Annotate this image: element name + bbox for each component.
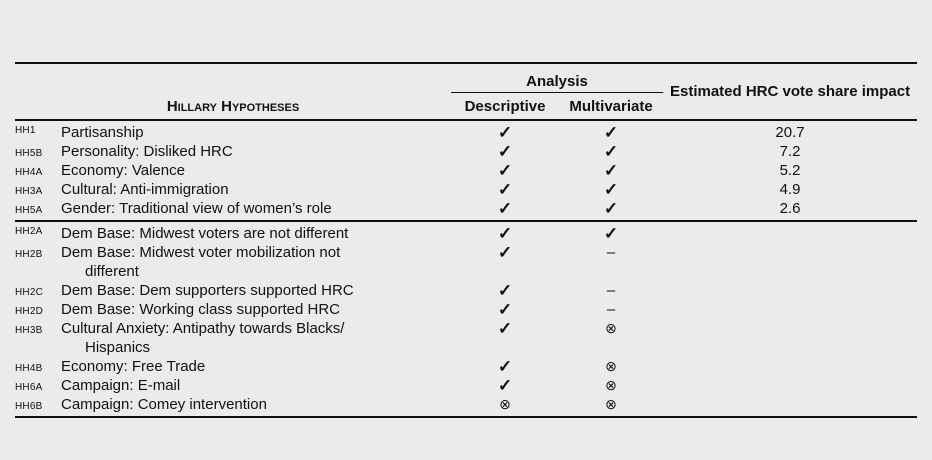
impact-header: Estimated HRC vote share impact <box>669 83 911 100</box>
hypothesis-code: HH2C <box>15 287 44 298</box>
impact-value <box>663 281 917 300</box>
impact-value: 4.9 <box>779 181 801 198</box>
multivariate-mark: ✓ <box>603 142 619 161</box>
descriptive-mark: ✓ <box>497 376 513 395</box>
other-hypotheses-group <box>15 221 917 417</box>
descriptive-mark: ✓ <box>497 224 513 243</box>
multivariate-header: Multivariate <box>559 93 663 121</box>
hypothesis-label-text: Economy: Free Trade <box>61 358 206 375</box>
table-row <box>15 243 917 281</box>
table-row <box>15 300 917 319</box>
descriptive-mark: ⊗ <box>499 396 511 412</box>
hypothesis-code: HH5A <box>15 205 43 216</box>
multivariate-mark: ⊗ <box>605 396 617 412</box>
hypothesis-label-text: Cultural Anxiety: Antipathy towards Blacks/ <box>61 320 345 337</box>
hypotheses-table <box>15 62 917 418</box>
hypothesis-code: HH3B <box>15 325 43 336</box>
multivariate-mark: ⊗ <box>605 377 617 393</box>
table-row <box>15 376 917 395</box>
hypothesis-code: HH4A <box>15 167 43 178</box>
tested-hypotheses-group <box>15 120 917 221</box>
descriptive-mark: ✓ <box>497 180 513 199</box>
multivariate-mark: ✓ <box>603 199 619 218</box>
hypothesis-label <box>61 221 451 243</box>
hypothesis-code: HH2B <box>15 249 43 260</box>
hypothesis-label <box>61 300 451 319</box>
analysis-header <box>451 63 663 93</box>
hypothesis-label-continuation: different <box>85 263 139 280</box>
multivariate-mark: ✓ <box>603 224 619 243</box>
descriptive-header: Descriptive <box>451 93 559 121</box>
hypothesis-label-text: Campaign: Comey intervention <box>61 396 267 413</box>
descriptive-mark: ✓ <box>497 123 513 142</box>
hypothesis-code: HH2D <box>15 306 44 317</box>
impact-value <box>663 395 917 417</box>
hypothesis-label-text: Dem Base: Working class supported HRC <box>61 301 340 318</box>
multivariate-mark: – <box>606 301 616 318</box>
impact-value <box>663 300 917 319</box>
table-row <box>15 221 917 243</box>
analysis-label: Analysis <box>526 72 588 90</box>
descriptive-mark: ✓ <box>497 319 513 338</box>
hypothesis-label <box>61 357 451 376</box>
hypothesis-code: HH6B <box>15 401 43 412</box>
hypothesis-label-text: Dem Base: Midwest voter mobilization not <box>61 244 341 261</box>
descriptive-mark: ✓ <box>497 357 513 376</box>
hypothesis-code: HH1 <box>15 125 36 136</box>
hypothesis-label <box>61 376 451 395</box>
table-row <box>15 199 917 221</box>
multivariate-mark: – <box>606 244 616 261</box>
table-row <box>15 395 917 417</box>
table-row <box>15 357 917 376</box>
impact-value <box>663 376 917 395</box>
hypothesis-label <box>61 281 451 300</box>
hypothesis-code: HH3A <box>15 186 43 197</box>
hypothesis-code: HH4B <box>15 363 43 374</box>
hypothesis-label-text: Gender: Traditional view of women’s role <box>61 200 332 217</box>
table-row <box>15 161 917 180</box>
hypothesis-label <box>61 395 451 417</box>
hypothesis-label <box>61 180 451 199</box>
descriptive-mark: ✓ <box>497 243 513 262</box>
impact-value <box>663 357 917 376</box>
impact-value: 7.2 <box>779 143 801 160</box>
multivariate-mark: – <box>606 282 616 299</box>
impact-value: 5.2 <box>779 162 801 179</box>
hypothesis-label-text: Partisanship <box>61 124 144 141</box>
table-row <box>15 281 917 300</box>
hypothesis-label <box>61 142 451 161</box>
hypothesis-label-text: Dem Base: Midwest voters are not different <box>61 225 349 242</box>
descriptive-mark: ✓ <box>497 300 513 319</box>
hypothesis-code: HH2A <box>15 226 43 237</box>
table-row <box>15 120 917 142</box>
hypothesis-label-text: Personality: Disliked HRC <box>61 143 233 160</box>
hypothesis-label <box>61 120 451 142</box>
hypothesis-label-text: Dem Base: Dem supporters supported HRC <box>61 282 354 299</box>
multivariate-mark: ✓ <box>603 180 619 199</box>
hypothesis-label-text: Cultural: Anti-immigration <box>61 181 229 198</box>
descriptive-mark: ✓ <box>497 142 513 161</box>
table-title: Hillary Hypotheses <box>166 98 300 115</box>
hypothesis-label-text: Economy: Valence <box>61 162 185 179</box>
impact-value <box>663 319 917 357</box>
hypothesis-code: HH6A <box>15 382 43 393</box>
hypothesis-code: HH5B <box>15 148 43 159</box>
table-header <box>15 63 917 120</box>
multivariate-mark: ⊗ <box>605 358 617 374</box>
impact-value <box>663 243 917 281</box>
multivariate-mark: ⊗ <box>605 320 617 336</box>
hypothesis-label-text: Campaign: E-mail <box>61 377 181 394</box>
hypothesis-label-continuation: Hispanics <box>85 339 151 356</box>
multivariate-mark: ✓ <box>603 123 619 142</box>
multivariate-mark: ✓ <box>603 161 619 180</box>
hypothesis-label <box>61 161 451 180</box>
descriptive-mark: ✓ <box>497 281 513 300</box>
table-row <box>15 180 917 199</box>
impact-value: 20.7 <box>775 124 805 141</box>
hypotheses-table-container <box>15 62 917 418</box>
descriptive-mark: ✓ <box>497 199 513 218</box>
descriptive-mark: ✓ <box>497 161 513 180</box>
table-row <box>15 142 917 161</box>
hypothesis-label <box>61 243 451 281</box>
hypothesis-label <box>61 319 451 357</box>
table-row <box>15 319 917 357</box>
hypothesis-label <box>61 199 451 221</box>
impact-value <box>663 221 917 243</box>
impact-value: 2.6 <box>779 200 801 217</box>
